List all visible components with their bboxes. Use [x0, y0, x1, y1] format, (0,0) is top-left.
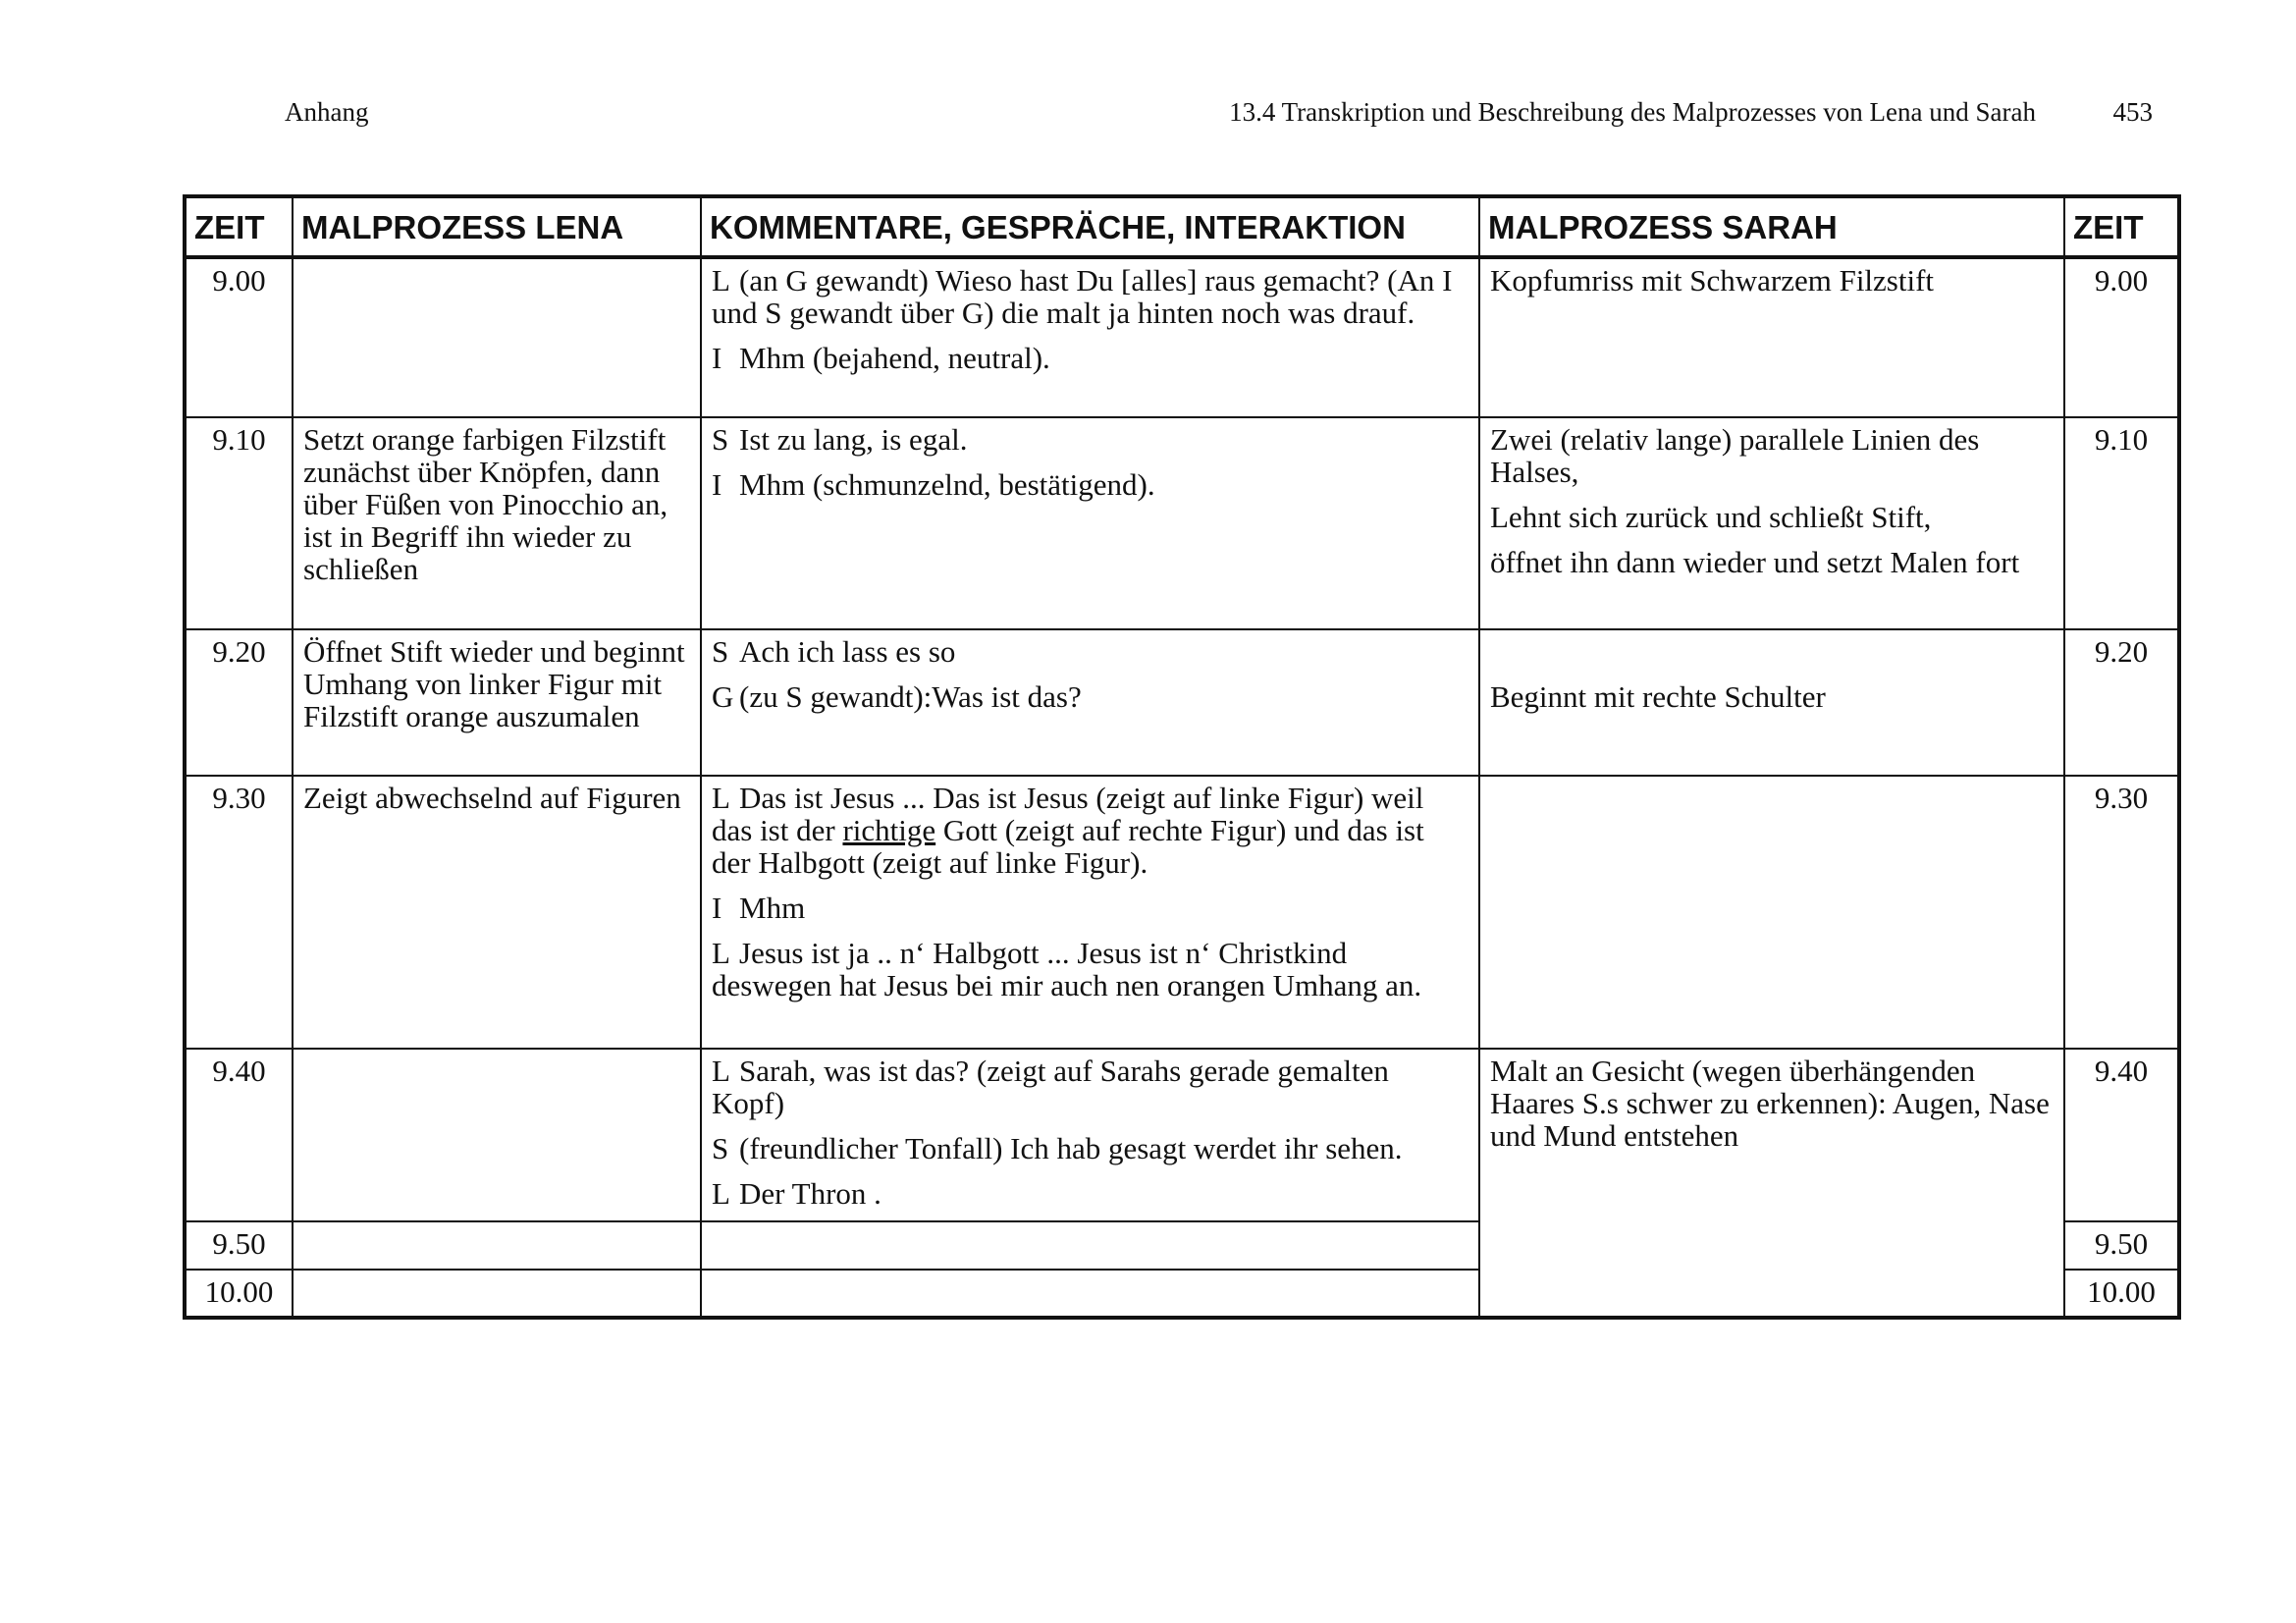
time-cell-right: 9.40	[2064, 1049, 2179, 1221]
comments-cell	[701, 257, 1479, 417]
utterance	[712, 892, 1468, 924]
utterance	[712, 342, 1468, 374]
speaker-label: L	[712, 1054, 730, 1088]
sarah-entry: öffnet ihn dann wieder und setzt Malen fort	[1490, 545, 2020, 579]
speaker-label: I	[712, 467, 722, 502]
sarah-entry: Kopfumriss mit Schwarzem Filzstift	[1490, 263, 1935, 298]
column-header-kommentare: KOMMENTARE, GESPRÄCHE, INTERAKTION	[701, 196, 1479, 257]
utterance	[712, 1132, 1468, 1164]
underlined-word: richtige	[842, 813, 936, 847]
utterance	[712, 468, 1468, 501]
sarah-entry-blank	[1490, 635, 2054, 668]
time-cell-left: 9.40	[185, 1049, 293, 1221]
utterance-text: (an G gewandt) Wieso hast Du [alles] raus gemacht? (An I und S gewandt über G) die malt ja hinten noch was drauf.	[712, 263, 1453, 330]
sarah-cell	[1479, 1049, 2064, 1318]
utterance-text: Mhm	[739, 891, 806, 925]
comments-cell	[701, 629, 1479, 776]
lena-cell: Zeigt abwechselnd auf Figuren	[293, 776, 701, 1049]
sarah-entry: Lehnt sich zurück und schließt Stift,	[1490, 500, 1932, 534]
utterance-text: (freundlicher Tonfall) Ich hab gesagt werdet ihr sehen.	[739, 1131, 1403, 1165]
utterance-text: Sarah, was ist das? (zeigt auf Sarahs gerade gemalten Kopf)	[712, 1054, 1389, 1120]
utterance-text: (zu S gewandt):Was ist das?	[739, 679, 1082, 714]
time-cell-right: 10.00	[2064, 1270, 2179, 1318]
utterance-text: Mhm (schmunzelnd, bestätigend).	[739, 467, 1155, 502]
table-row	[185, 417, 2179, 629]
utterance	[712, 1177, 1468, 1210]
column-header-malprozess-lena: MALPROZESS LENA	[293, 196, 701, 257]
table-row	[185, 257, 2179, 417]
utterance-text: Ach ich lass es so	[739, 634, 956, 669]
utterance-text: Jesus ist ja .. n‘ Halbgott ... Jesus ist n‘ Christkind deswegen hat Jesus bei mir auch nen orangen Umhang an.	[712, 936, 1422, 1002]
sarah-entry: Beginnt mit rechte Schulter	[1490, 679, 1826, 714]
speaker-label: S	[712, 1131, 729, 1165]
lena-cell	[293, 1221, 701, 1270]
utterance	[712, 680, 1468, 713]
utterance-text: Der Thron .	[739, 1176, 881, 1211]
running-header-left: Anhang	[285, 97, 369, 127]
comments-cell	[701, 1221, 1479, 1270]
table-row	[185, 629, 2179, 776]
comments-cell	[701, 1270, 1479, 1318]
utterance	[712, 635, 1468, 668]
transcription-table	[183, 194, 2181, 1320]
speaker-label: G	[712, 679, 734, 714]
utterance-text: Gott (zeigt auf rechte Figur) und das ist der Halbgott (zeigt auf linke Figur).	[712, 813, 1424, 880]
utterance	[712, 1055, 1468, 1119]
time-cell-left: 9.00	[185, 257, 293, 417]
time-cell-left: 9.10	[185, 417, 293, 629]
column-header-zeit-right: ZEIT	[2064, 196, 2179, 257]
time-cell-left: 9.50	[185, 1221, 293, 1270]
utterance	[712, 423, 1468, 456]
sarah-cell	[1479, 629, 2064, 776]
speaker-label: L	[712, 781, 730, 815]
table-row	[185, 776, 2179, 1049]
speaker-label: L	[712, 263, 730, 298]
lena-cell	[293, 1270, 701, 1318]
utterance	[712, 937, 1468, 1001]
lena-cell: Setzt orange farbigen Filzstift zunächst über Knöpfen, dann über Füßen von Pinocchio an, ist in Begriff ihn wieder zu schließen	[293, 417, 701, 629]
utterance	[712, 782, 1468, 879]
time-cell-left: 9.30	[185, 776, 293, 1049]
lena-cell: Öffnet Stift wieder und beginnt Umhang von linker Figur mit Filzstift orange auszumalen	[293, 629, 701, 776]
time-cell-right: 9.20	[2064, 629, 2179, 776]
utterance-text: Ist zu lang, is egal.	[739, 422, 968, 457]
sarah-entry: Zwei (relativ lange) parallele Linien des Halses,	[1490, 422, 1980, 489]
speaker-label: S	[712, 634, 729, 669]
sarah-cell	[1479, 417, 2064, 629]
speaker-label: I	[712, 891, 722, 925]
time-cell-left: 9.20	[185, 629, 293, 776]
speaker-label: S	[712, 422, 729, 457]
utterance	[712, 264, 1468, 329]
table-row	[185, 1049, 2179, 1221]
speaker-label: I	[712, 341, 722, 375]
comments-cell	[701, 417, 1479, 629]
sarah-entry: Malt an Gesicht (wegen überhängenden Haares S.s schwer zu erkennen): Augen, Nase und Mund entstehen	[1490, 1054, 2050, 1153]
column-header-zeit-left: ZEIT	[185, 196, 293, 257]
column-header-malprozess-sarah: MALPROZESS SARAH	[1479, 196, 2064, 257]
sarah-cell	[1479, 257, 2064, 417]
time-cell-left: 10.00	[185, 1270, 293, 1318]
speaker-label: L	[712, 1176, 730, 1211]
sarah-cell	[1479, 776, 2064, 1049]
lena-cell	[293, 257, 701, 417]
utterance-text: Das ist Jesus ... Das ist Jesus (zeigt auf linke Figur) weil das ist der	[712, 781, 1424, 847]
speaker-label: L	[712, 936, 730, 970]
comments-cell	[701, 776, 1479, 1049]
time-cell-right: 9.10	[2064, 417, 2179, 629]
page-number: 453	[2112, 97, 2153, 127]
table-header-row	[185, 196, 2179, 257]
time-cell-right: 9.00	[2064, 257, 2179, 417]
time-cell-right: 9.50	[2064, 1221, 2179, 1270]
utterance-text: Mhm (bejahend, neutral).	[739, 341, 1050, 375]
lena-cell	[293, 1049, 701, 1221]
running-header-title: 13.4 Transkription und Beschreibung des Malprozesses von Lena und Sarah	[1229, 97, 2036, 127]
comments-cell	[701, 1049, 1479, 1221]
time-cell-right: 9.30	[2064, 776, 2179, 1049]
